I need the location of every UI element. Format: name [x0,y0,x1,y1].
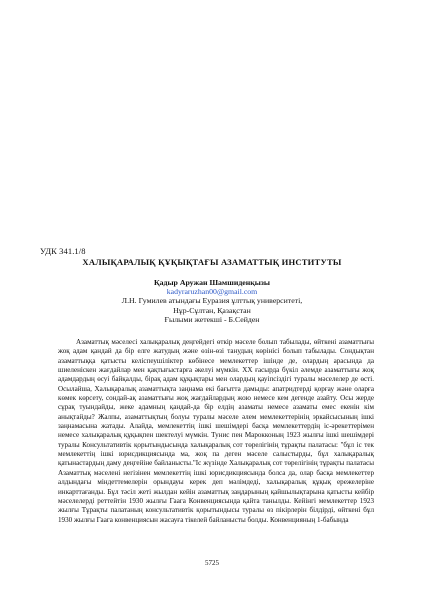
author-location: Нұр-Сұлтан, Қазақстан [173,305,251,315]
body-paragraph: Азаматтық мәселесі халықаралық деңгейдегі өткір мәселе болып табылады, өйткені азаматтығы жоқ адам қандай да бір елге жатудың және өзін-өзі танудың көрінісі болып табылады. Сондықтан азаматтыққа қатысты келіспеушіліктер көбінесе мемлекеттер ішінде де, олардың арасында да шиеленіскен жағдайлар мен қақтығыстарға әкелуі мүмкін. ХХ ғасырда бүкіл әлемде азаматтығы жоқ адамдардың өсуі байқалды, бірақ адам құқықтары мен олардың қауіпсіздігі туралы мәселелер де өсті. Осылайша, Халықаралық азаматтықта заңнама екі бағытта дамыды: апатридтерді қорғау және оларға көмек көрсету, сондай-ақ азаматтығы жоқ жағдайлардың жою немесе кем дегенде азайту. Осы жерде сұрақ туындайды, жеке адамның қандай-да бір елдің азаматы немесе азаматы емес екенін кім анықтайды? Жалпы, азаматтықтың болуы туралы мәселе әлем мемлекеттерінің эркайсысының ішкі заңнамасына жатады. Алайда, мемлекеттің ішкі шешімдері басқа мемлекеттердің іс-әрекеттерімен немесе халықаралық құқықпен шектелуі мүмкін. Тунис пен Марокконың 1923 жылғы ішкі шешімдері туралы Консультативтік қорытындысында халықаралық сот төрелігінің тұрақты палатасы: "бұл іс тек мемлекеттің ішкі юрисдикциясында ма, жоқ па деген мәселе салыстырды, бұл халықаралық қатынастардың даму деңгейіне байланысты."Іс жүзінде Халықаралық сот төрелігінің тұрақты палатасы Азаматтық мәселені негізінен мемлекеттің ішкі юрисдикциясында болса да, олар басқа мемлекеттер алдындағы міндеттемелерін орындауы керек деп мәлімдеді, халықаралық құқық ережелеріне инкарттағанды. Бұл тәсіл жеті жылдан кейін азаматтық заңдарының қайшылықтарына қатысты кейбір мәселелерді реттейтін 1930 жылғы Гаага Конвенциясында қайта танылды. Кейінгі мемлекеттер 1923 жылғы Тұрақты палатаның консультативтік қорытындысы туралы өз пікірлерін білдірді, өйткені бұл 1930 жылғы Гаага конвенциясын жасауға тікелей байланысты болды. Конвенцияның 1-бабында [58,338,374,524]
author-university: Л.Н. Гумилев атындағы Еуразия ұлттық университеті, [121,296,303,306]
author-name: Қадыр Аружан Шамшиденқызы [153,278,271,287]
author-supervisor: Ғылыми жетекші - Б.Сейден [164,314,260,324]
paper-title: ХАЛЫҚАРАЛЫҚ ҚҰҚЫҚТАҒЫ АЗАМАТТЫҚ ИНСТИТУТЫ [82,257,342,267]
author-email[interactable]: kadyraruzhan00@gmail.com [166,287,258,297]
paper-body [58,338,374,525]
author-block [0,278,424,324]
page-number: 5725 [205,559,219,567]
udk-code: УДК 341.1/8 [40,246,86,256]
